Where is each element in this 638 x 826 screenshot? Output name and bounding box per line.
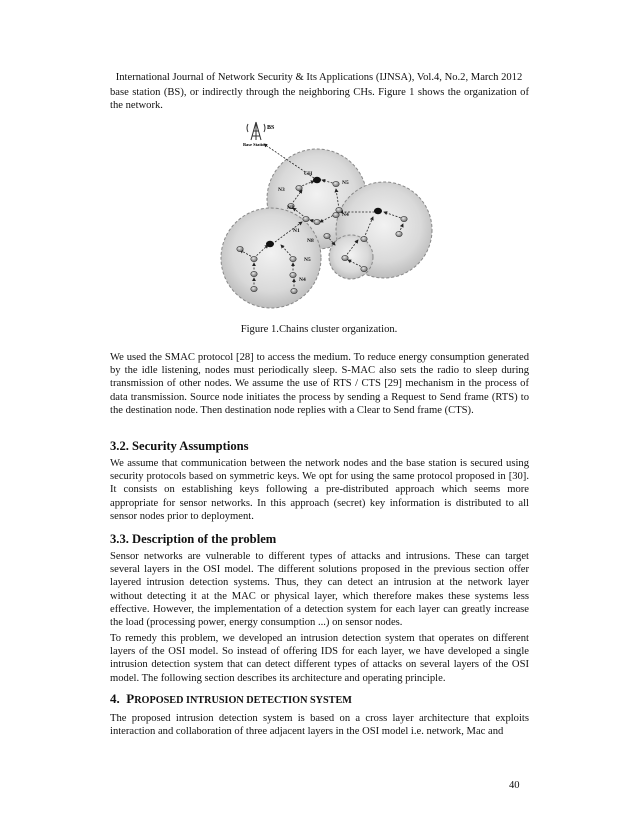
label-n4b: N4 <box>299 277 306 283</box>
heading-4-initial: P <box>126 691 135 706</box>
paragraph-3-3-a: Sensor networks are vulnerable to different types of attacks and intrusions. These can target several layers in the OSI model. The different solutions proposed in the previous section offer layered intrusion detection systems. Thus, they can detect an intrusion at the network layer without detecting it at the MAC or physical layer, which therefore makes these systems less effective. However, the implementation of a detection system for each layer can greatly increase the load (processing power, energy consumption ...) on sensor nodes. <box>110 551 529 629</box>
heading-4-number: 4. <box>110 691 120 706</box>
heading-4 <box>110 691 529 709</box>
cluster-head-right <box>374 208 382 214</box>
cluster-head-left <box>266 241 274 247</box>
running-header: International Journal of Network Security & Its Applications (IJNSA), Vol.4, No.2, March 2012 <box>115 72 523 83</box>
paragraph-4: The proposed intrusion detection system is based on a cross layer architecture that exploits interaction and collaboration of three adjacent layers in the OSI model i.e. network, Mac and <box>110 713 529 738</box>
label-ch: CH <box>304 171 313 177</box>
figure-caption: Figure 1.Chains cluster organization. <box>240 324 398 335</box>
label-n4: N4 <box>342 212 349 218</box>
heading-3-3: 3.3. Description of the problem <box>110 532 277 546</box>
network-figure <box>218 118 438 320</box>
base-station-label: Base Station <box>243 142 267 147</box>
base-station-icon <box>247 122 265 140</box>
label-n5b: N5 <box>304 257 311 263</box>
cluster-head-top <box>313 177 321 183</box>
paragraph-smac: We used the SMAC protocol [28] to access the medium. To reduce energy consumption generated by the idle listening, nodes must periodically sleep. S-MAC also sets the radio to sleep during transmission of other nodes. We assume the use of RTS / CTS [29] mechanism in the process of data transmission. Source node initiates the process by sending a Request to Send frame (RTS) to the destination node. Then destination node replies with a Clear to Send frame (CTS). <box>110 352 529 416</box>
label-n2: N2 <box>287 205 294 211</box>
intro-paragraph: base station (BS), or indirectly through the neighboring CHs. Figure 1 shows the organization of the network. <box>110 87 529 112</box>
bs-label: BS <box>267 125 275 131</box>
cluster-small <box>329 235 373 279</box>
paragraph-3-3-b: To remedy this problem, we developed an intrusion detection system that operates on different layers of the OSI model. So instead of offering IDS for each layer, we have developed a single intrusion detection system that can detect different types of attacks on several layers of the OSI model. The following section describes its architecture and operating principle. <box>110 633 529 684</box>
label-n5: N5 <box>342 180 349 186</box>
heading-3-2: 3.2. Security Assumptions <box>110 439 249 453</box>
label-n1: N1 <box>293 228 300 234</box>
page-number: 40 <box>509 780 520 791</box>
heading-4-rest: ROPOSED INTRUSION DETECTION SYSTEM <box>134 695 352 706</box>
paragraph-3-2: We assume that communication between the network nodes and the base station is secured using security protocols based on symmetric keys. We opt for using the same protocol proposed in [30]. It consists on establishing keys following a pre-distributed approach which seems more appropriate for sensor networks. In this approach (secret) key information is distributed to all sensor nodes prior to deployment. <box>110 458 529 522</box>
label-n8: N8 <box>307 238 314 244</box>
label-n3: N3 <box>278 187 285 193</box>
